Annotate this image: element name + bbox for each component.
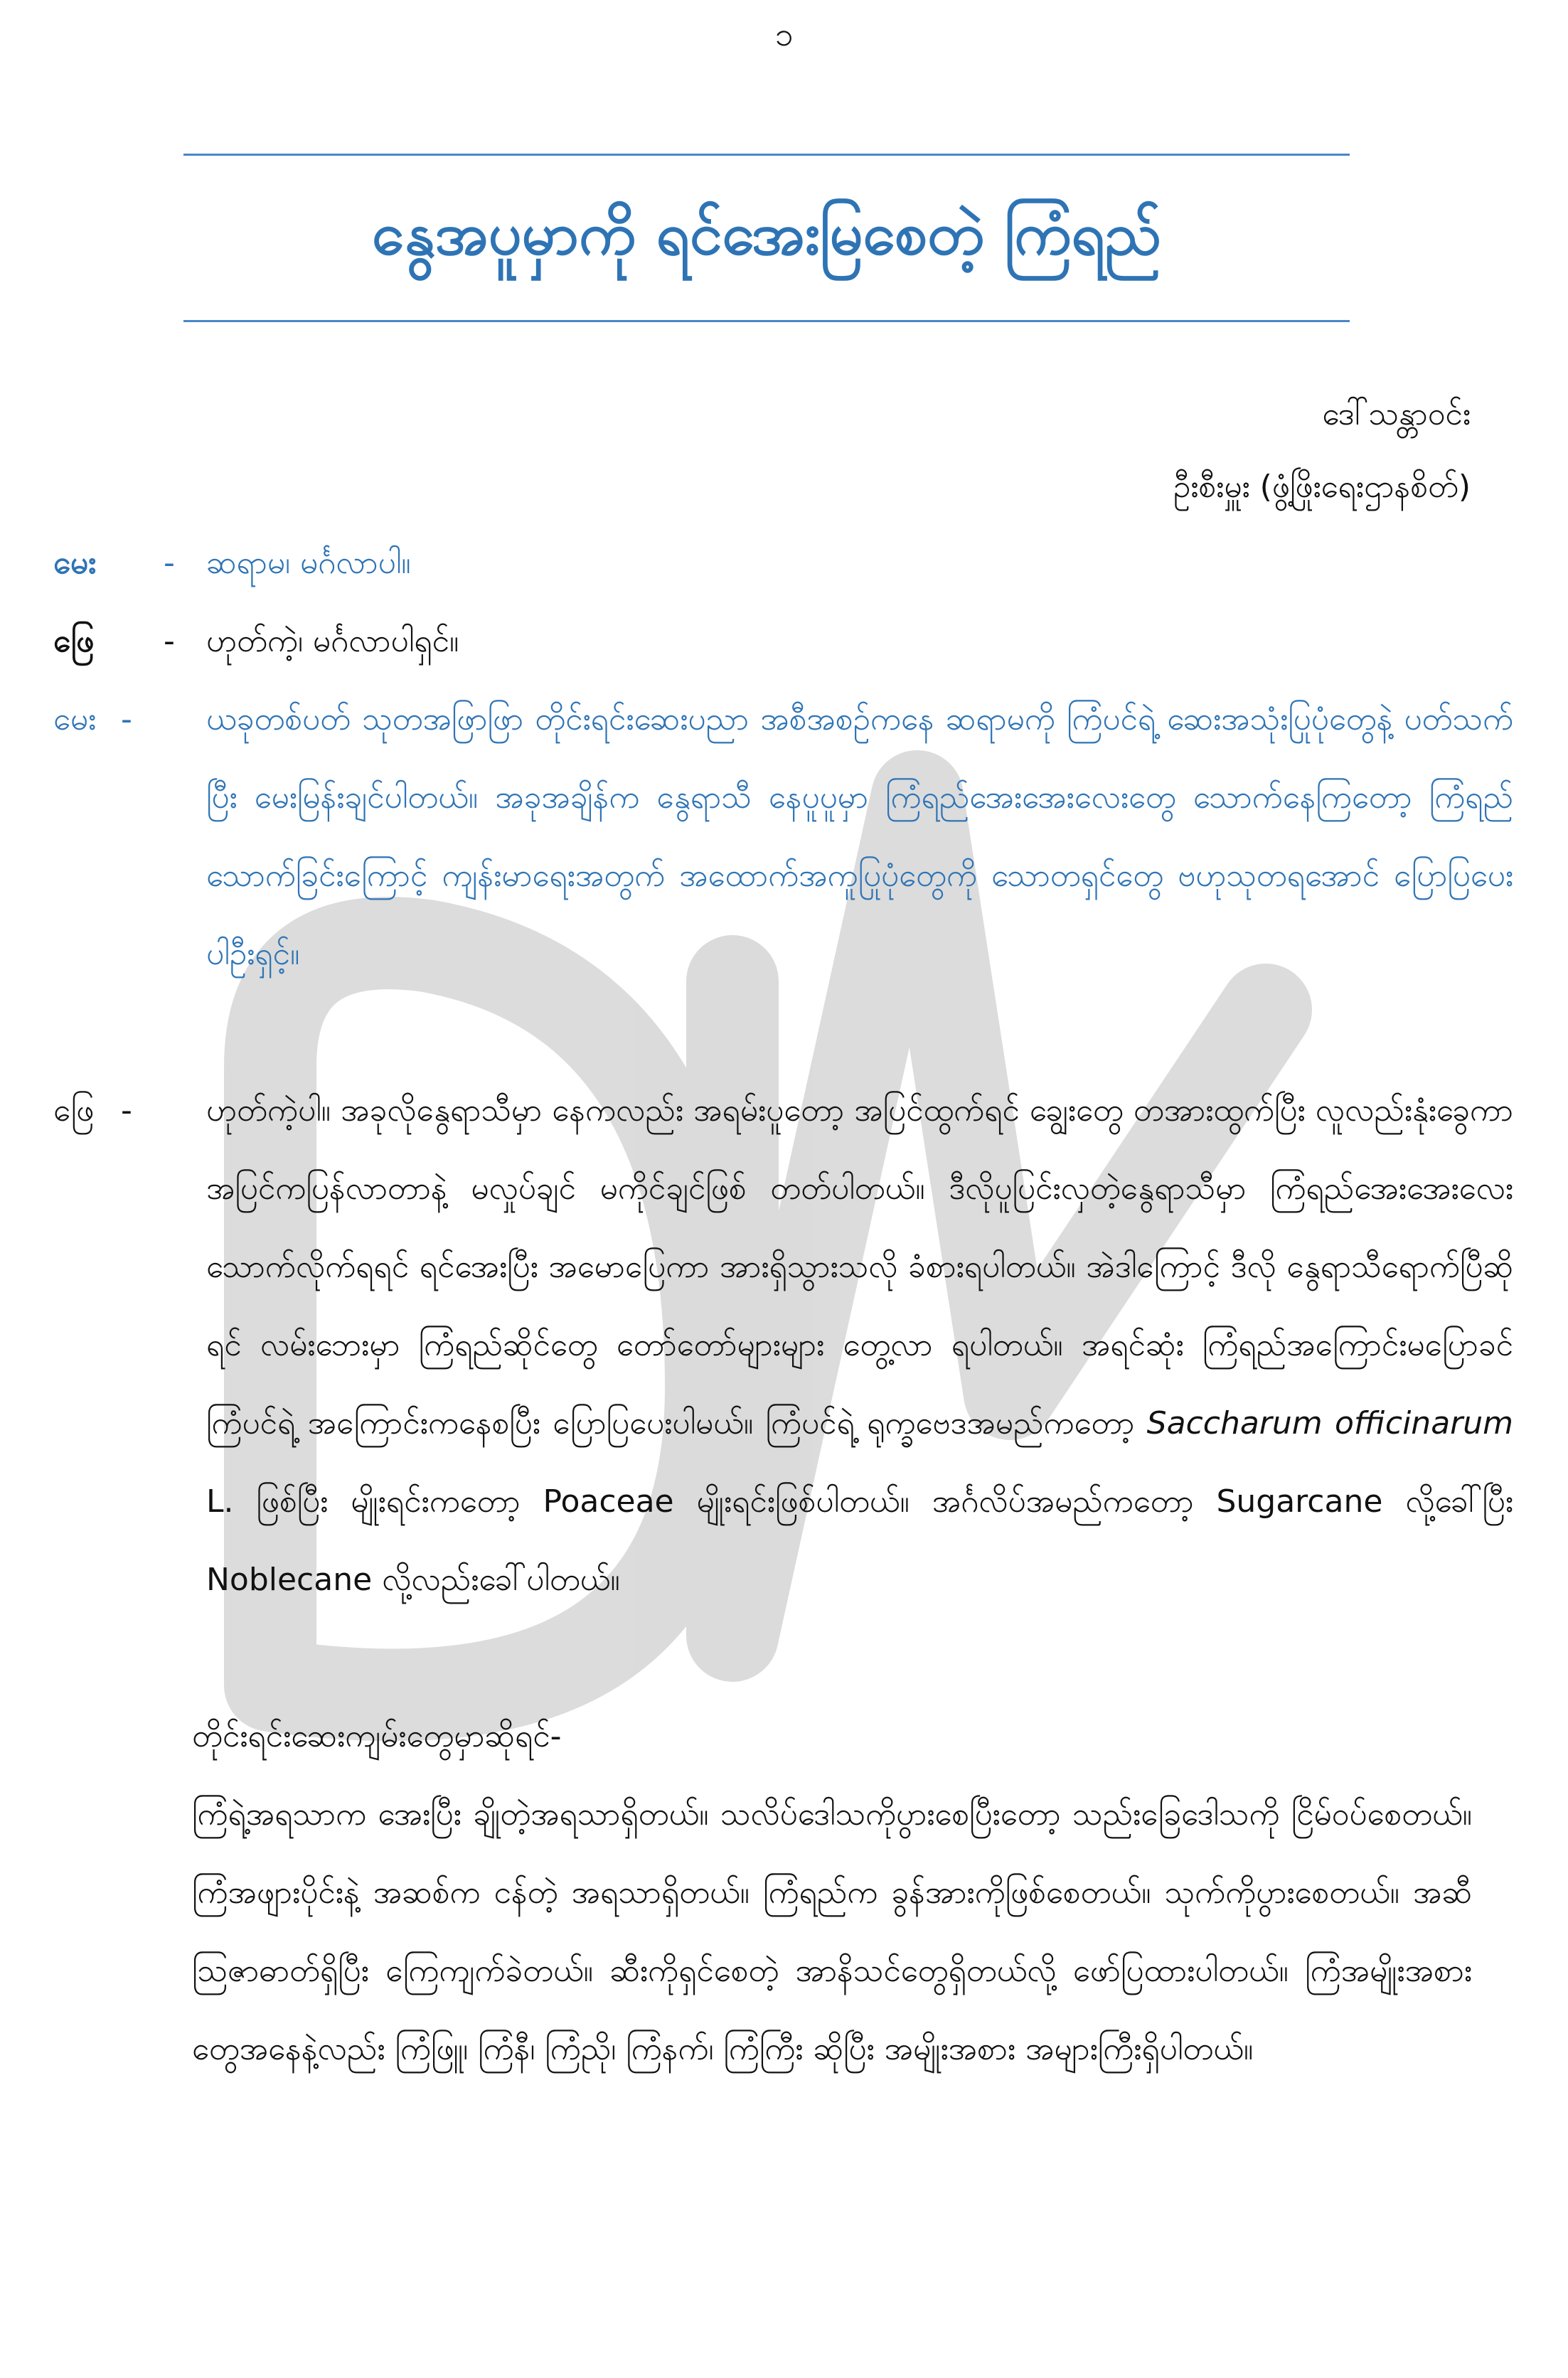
answer-label: ဖြေ	[53, 623, 95, 659]
question-greeting-text: ဆရာမ၊ မင်္ဂလာပါ။	[206, 545, 411, 581]
qa-item-answer-greeting	[53, 602, 1472, 681]
section-body: ကြံရဲ့အရသာက အေးပြီး ချိုတဲ့အရသာရှိတယ်။ သလိပ်ဒေါသကိုပွားစေပြီးတော့ သည်းခြေဒေါသကို ငြိမ်ဝပ်စေတယ်။ ကြံအဖျားပိုင်းနဲ့ အဆစ်က ငန်တဲ့ အရသာရှိတယ်။ ကြံရည်က ခွန်အားကိုဖြစ်စေတယ်။ သုက်ကိုပွားစေတယ်။ အဆီသြဇာဓာတ်ရှိပြီး ကြေကျက်ခဲတယ်။ ဆီးကိုရှင်စေတဲ့ အာနိသင်တွေရှိတယ်လို့ ဖော်ပြထားပါတယ်။ ကြံအမျိုးအစားတွေအနေနဲ့လည်း ကြံဖြူ၊ ကြံနီ၊ ကြံညို၊ ကြံနက်၊ ကြံကြီး ဆိုပြီး အမျိုးအစား အများကြီးရှိပါတယ်။	[192, 1796, 1472, 2067]
answer-text: - ဟုတ်ကဲ့ပါ။ အခုလိုနွေရာသီမှာ နေကလည်း အရမ်းပူတော့ အပြင်ထွက်ရင် ချွေးတွေ တအားထွက်ပြီး လူလည်းနုံးခွေကာ အပြင်ကပြန်လာတာနဲ့ မလှုပ်ချင် မကိုင်ချင်ဖြစ် တတ်ပါတယ်။ ဒီလိုပူပြင်းလှတဲ့နွေရာသီမှာ ကြံရည်အေးအေးလေးသောက်လိုက်ရရင် ရင်အေးပြီး အမောပြေကာ အားရှိသွားသလို ခံစားရပါတယ်။ အဲဒါကြောင့် ဒီလို နွေရာသီရောက်ပြီဆိုရင် လမ်းဘေးမှာ ကြံရည်ဆိုင်တွေ တော်တော်များများ တွေ့လာ ရပါတယ်။ အရင်ဆုံး ကြံရည်အကြောင်းမပြောခင် ကြံပင်ရဲ့ အကြောင်းကနေစပြီး ပြောပြပေးပါမယ်။ ကြံပင်ရဲ့ ရုက္ခဗေဒအမည်ကတော့ Saccharum officinarum L. ဖြစ်ပြီး မျိုးရင်းကတော့ Poaceae မျိုးရင်းဖြစ်ပါတယ်။ အင်္ဂလိပ်အမည်ကတော့ Sugarcane လို့ခေါ်ပြီး Noblecane လို့လည်းခေါ်ပါတယ်။	[121, 1092, 1513, 1598]
question-label: မေး	[53, 701, 97, 737]
question-text: - ဆရာမ၊ မင်္ဂလာပါ။	[164, 545, 411, 581]
title-rule-top	[183, 154, 1350, 156]
answer-text: - ဟုတ်ကဲ့၊ မင်္ဂလာပါရှင်။	[164, 623, 459, 659]
author-name: ဒေါ်သန္တာဝင်း	[1322, 396, 1471, 432]
page-number: ၁	[774, 15, 794, 53]
qa-item-question-main	[53, 681, 1513, 1072]
question-main-text: ယခုတစ်ပတ် သုတအဖြာဖြာ တိုင်းရင်းဆေးပညာ အစီအစဉ်ကနေ ဆရာမကို ကြံပင်ရဲ့ ဆေးအသုံးပြုပုံတွေနဲ့ ပတ်သက်ပြီး မေးမြန်းချင်ပါတယ်။ အခုအချိန်က နွေရာသီ နေပူပူမှာ ကြံရည်အေးအေးလေးတွေ သောက်နေကြတော့ ကြံရည်သောက်ခြင်းကြောင့် ကျန်းမာရေးအတွက် အထောက်အကူပြုပုံတွေကို သောတရှင်တွေ ဗဟုသုတရအောင် ပြောပြပေးပါဦးရှင့်။	[206, 701, 1513, 972]
answer-greeting-text: ဟုတ်ကဲ့၊ မင်္ဂလာပါရှင်။	[206, 623, 459, 659]
title-rule-bottom	[183, 320, 1350, 322]
section-heading: တိုင်းရင်းဆေးကျမ်းတွေမှာဆိုရင်-	[192, 1718, 562, 1754]
question-text: - ယခုတစ်ပတ် သုတအဖြာဖြာ တိုင်းရင်းဆေးပညာ အစီအစဉ်ကနေ ဆရာမကို ကြံပင်ရဲ့ ဆေးအသုံးပြုပုံတွေနဲ့ ပတ်သက်ပြီး မေးမြန်းချင်ပါတယ်။ အခုအချိန်က နွေရာသီ နေပူပူမှာ ကြံရည်အေးအေးလေးတွေ သောက်နေကြတော့ ကြံရည်သောက်ခြင်းကြောင့် ကျန်းမာရေးအတွက် အထောက်အကူပြုပုံတွေကို သောတရှင်တွေ ဗဟုသုတရအောင် ပြောပြပေးပါဦးရှင့်။	[121, 701, 1513, 972]
question-label: မေး	[53, 545, 97, 581]
qa-item-question-greeting	[53, 524, 1472, 602]
answer-label: ဖြေ	[53, 1092, 95, 1129]
author-credit: ဦးစီးမှူး (ဖွံ့ဖြိုးရေးဌာနစိတ်)	[1173, 469, 1471, 505]
scientific-name: Saccharum officinarum	[1146, 1405, 1513, 1441]
qa-item-answer-main	[53, 1072, 1513, 1697]
document-title: နွေအပူမှာကို ရင်အေးမြစေတဲ့ ကြံရည်	[372, 201, 1161, 268]
answer-main-text-before: ဟုတ်ကဲ့ပါ။ အခုလိုနွေရာသီမှာ နေကလည်း အရမ်းပူတော့ အပြင်ထွက်ရင် ချွေးတွေ တအားထွက်ပြီး လူလည်းနုံးခွေကာ အပြင်ကပြန်လာတာနဲ့ မလှုပ်ချင် မကိုင်ချင်ဖြစ် တတ်ပါတယ်။ ဒီလိုပူပြင်းလှတဲ့နွေရာသီမှာ ကြံရည်အေးအေးလေးသောက်လိုက်ရရင် ရင်အေးပြီး အမောပြေကာ အားရှိသွားသလို ခံစားရပါတယ်။ အဲဒါကြောင့် ဒီလို နွေရာသီရောက်ပြီဆိုရင် လမ်းဘေးမှာ ကြံရည်ဆိုင်တွေ တော်တော်များများ တွေ့လာ ရပါတယ်။ အရင်ဆုံး ကြံရည်အကြောင်းမပြောခင် ကြံပင်ရဲ့ အကြောင်းကနေစပြီး ပြောပြပေးပါမယ်။ ကြံပင်ရဲ့ ရုက္ခဗေဒအမည်ကတော့	[206, 1092, 1513, 1441]
answer-main-text-after: L. ဖြစ်ပြီး မျိုးရင်းကတော့ Poaceae မျိုးရင်းဖြစ်ပါတယ်။ အင်္ဂလိပ်အမည်ကတော့ Sugarcane လို့ခေါ်ပြီး Noblecane လို့လည်းခေါ်ပါတယ်။	[206, 1483, 1513, 1598]
